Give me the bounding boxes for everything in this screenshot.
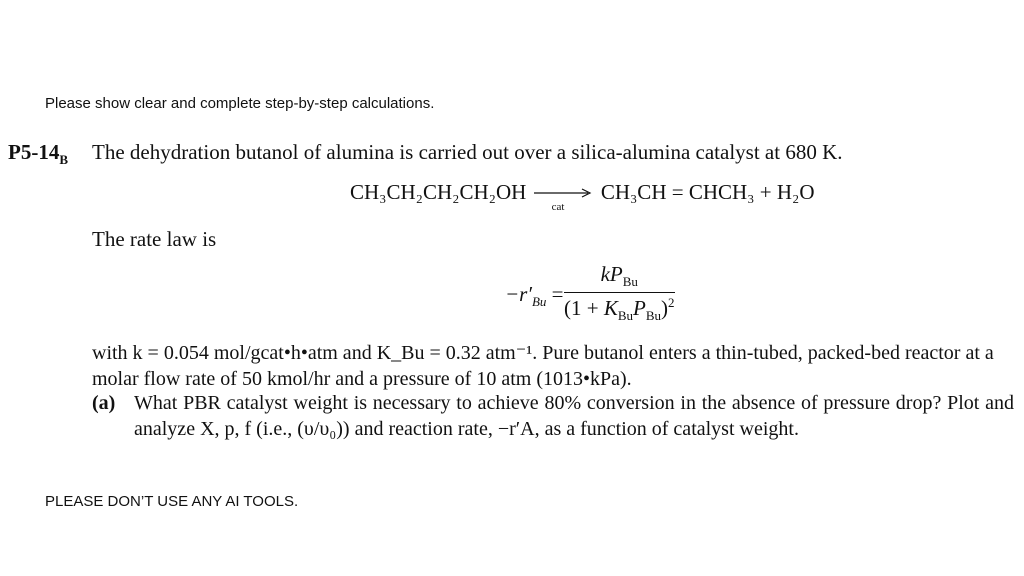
rate-den-close: ) (661, 296, 669, 321)
rate-den-P-subscript: Bu (645, 308, 662, 324)
part-a-label: (a) (92, 392, 116, 414)
problem-intro: The dehydration butanol of alumina is carried out over a silica-alumina catalyst at 680 K. (92, 140, 843, 164)
fraction-bar (564, 292, 675, 293)
part-a (92, 390, 1017, 442)
rate-lhs-text: −r′ (505, 282, 532, 306)
part-a-text: What PBR catalyst weight is necessary to achieve 80% conversion in the absence of pressure drop? Plot and analyze X, p, f (i.e., (υ/υ₀)) and reaction rate, −r′A, as a function of catalyst weight. (134, 392, 1014, 440)
rate-den-K: K (603, 296, 618, 321)
rate-num-subscript: Bu (622, 274, 638, 290)
catalyst-label: cat (551, 201, 565, 214)
rate-lhs-subscript: Bu (531, 294, 547, 310)
rate-equals: = (551, 282, 564, 306)
right-arrow-icon (534, 187, 594, 199)
instruction-top: Please show clear and complete step-by-step calculations. (45, 95, 435, 112)
rate-den-exponent: 2 (668, 295, 675, 311)
reaction-arrow (534, 184, 594, 214)
instruction-bottom: PLEASE DON’T USE ANY AI TOOLS. (45, 493, 299, 510)
problem-number-subscript: B (59, 152, 68, 168)
rate-law-lhs (505, 282, 563, 310)
rate-numerator (564, 262, 675, 290)
rate-law-fraction (564, 262, 675, 324)
problem-number (8, 140, 68, 168)
problem-number-text: P5-14 (8, 140, 60, 164)
reaction-equation (350, 180, 815, 214)
rate-den-open: (1 + (564, 296, 604, 321)
conditions-paragraph: with k = 0.054 mol/gcat•h•atm and K_Bu = 0.32 atm⁻¹. Pure butanol enters a thin-tubed, packed-bed reactor at a molar flow rate of 50 kmol/hr and a pressure of 10 atm (1013•kPa). (92, 342, 994, 390)
reaction-reactant: CH₃CH₂CH₂CH₂OH (350, 180, 527, 204)
rate-denominator (564, 295, 675, 324)
reaction-products: CH₃CH = CHCH₃ + H₂O (600, 180, 815, 204)
rate-num-text: kP (600, 262, 623, 286)
rate-law-intro: The rate law is (92, 227, 217, 251)
rate-den-K-subscript: Bu (617, 308, 634, 324)
rate-den-P: P (633, 296, 646, 321)
